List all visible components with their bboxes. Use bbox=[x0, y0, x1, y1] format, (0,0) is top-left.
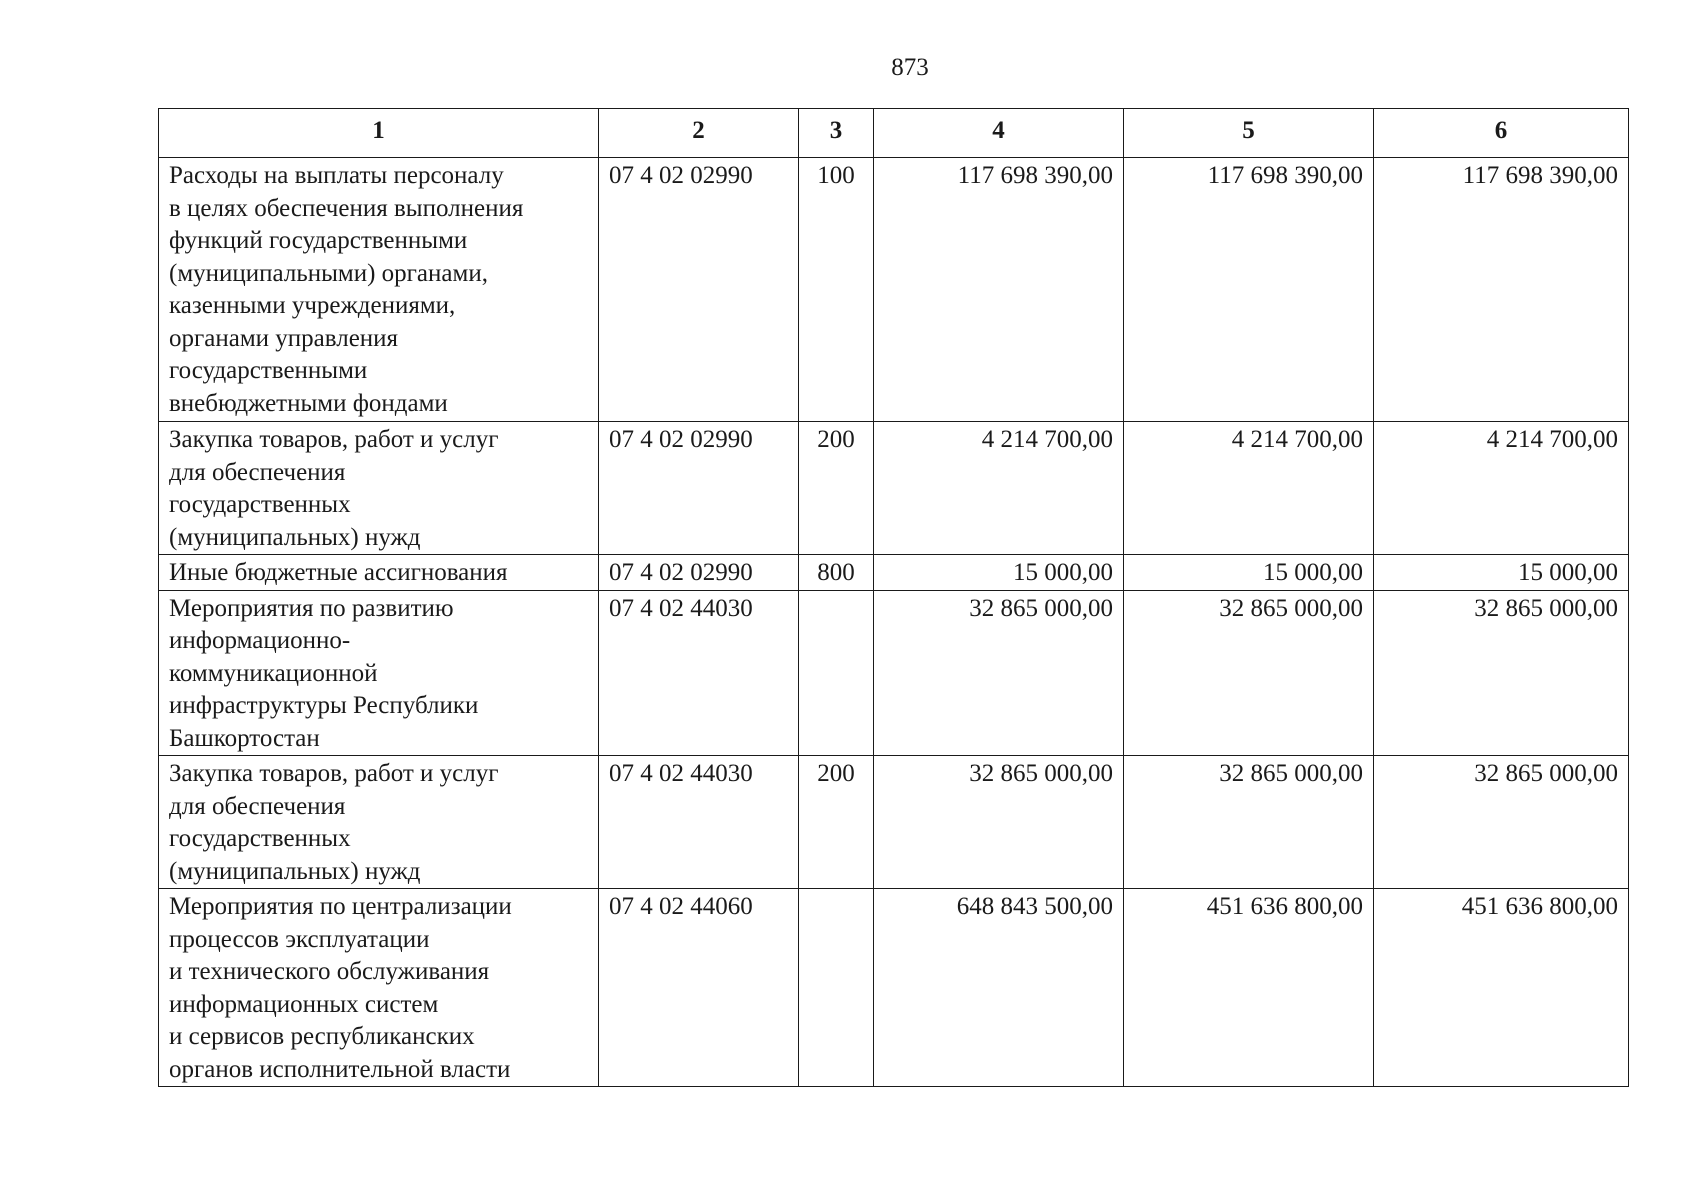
table-row bbox=[159, 756, 1629, 889]
row-value-4: 32 865 000,00 bbox=[874, 590, 1124, 756]
row-code: 07 4 02 02990 bbox=[599, 158, 799, 422]
row-expense-type bbox=[799, 889, 874, 1087]
row-value-6: 15 000,00 bbox=[1374, 555, 1629, 591]
row-value-5: 4 214 700,00 bbox=[1124, 422, 1374, 555]
row-value-4: 117 698 390,00 bbox=[874, 158, 1124, 422]
column-header-3: 3 bbox=[799, 109, 874, 158]
table-row bbox=[159, 158, 1629, 422]
row-value-4: 648 843 500,00 bbox=[874, 889, 1124, 1087]
row-code: 07 4 02 44030 bbox=[599, 590, 799, 756]
budget-table bbox=[158, 108, 1629, 1087]
row-value-6: 32 865 000,00 bbox=[1374, 590, 1629, 756]
row-expense-type: 800 bbox=[799, 555, 874, 591]
row-code: 07 4 02 02990 bbox=[599, 555, 799, 591]
row-value-5: 32 865 000,00 bbox=[1124, 590, 1374, 756]
table-row bbox=[159, 422, 1629, 555]
row-code: 07 4 02 02990 bbox=[599, 422, 799, 555]
row-value-5: 117 698 390,00 bbox=[1124, 158, 1374, 422]
row-expense-type: 200 bbox=[799, 756, 874, 889]
row-value-4: 32 865 000,00 bbox=[874, 756, 1124, 889]
table-row bbox=[159, 555, 1629, 591]
row-value-4: 4 214 700,00 bbox=[874, 422, 1124, 555]
row-expense-type bbox=[799, 590, 874, 756]
row-name: Закупка товаров, работ и услуг для обеспечения государственных (муниципальных) нужд bbox=[159, 422, 599, 555]
row-name: Закупка товаров, работ и услуг для обеспечения государственных (муниципальных) нужд bbox=[159, 756, 599, 889]
row-name: Мероприятия по централизации процессов эксплуатации и технического обслуживания информационных систем и сервисов республиканских органов исполнительной власти bbox=[159, 889, 599, 1087]
row-name: Мероприятия по развитию информационно- коммуникационной инфраструктуры Республики Башкортостан bbox=[159, 590, 599, 756]
row-value-5: 451 636 800,00 bbox=[1124, 889, 1374, 1087]
page-number: 873 bbox=[891, 54, 929, 81]
header-row bbox=[159, 109, 1629, 158]
column-header-1: 1 bbox=[159, 109, 599, 158]
row-code: 07 4 02 44060 bbox=[599, 889, 799, 1087]
row-value-6: 117 698 390,00 bbox=[1374, 158, 1629, 422]
row-name: Расходы на выплаты персоналу в целях обеспечения выполнения функций государственными (муниципальными) органами, казенными учреждениями, органами управления государственными внебюджетными фондами bbox=[159, 158, 599, 422]
row-value-6: 32 865 000,00 bbox=[1374, 756, 1629, 889]
row-value-6: 4 214 700,00 bbox=[1374, 422, 1629, 555]
column-header-4: 4 bbox=[874, 109, 1124, 158]
row-value-5: 32 865 000,00 bbox=[1124, 756, 1374, 889]
row-expense-type: 200 bbox=[799, 422, 874, 555]
row-value-5: 15 000,00 bbox=[1124, 555, 1374, 591]
row-expense-type: 100 bbox=[799, 158, 874, 422]
row-value-4: 15 000,00 bbox=[874, 555, 1124, 591]
row-name: Иные бюджетные ассигнования bbox=[159, 555, 599, 591]
table-row bbox=[159, 889, 1629, 1087]
row-value-6: 451 636 800,00 bbox=[1374, 889, 1629, 1087]
column-header-2: 2 bbox=[599, 109, 799, 158]
table-row bbox=[159, 590, 1629, 756]
column-header-6: 6 bbox=[1374, 109, 1629, 158]
row-code: 07 4 02 44030 bbox=[599, 756, 799, 889]
column-header-5: 5 bbox=[1124, 109, 1374, 158]
